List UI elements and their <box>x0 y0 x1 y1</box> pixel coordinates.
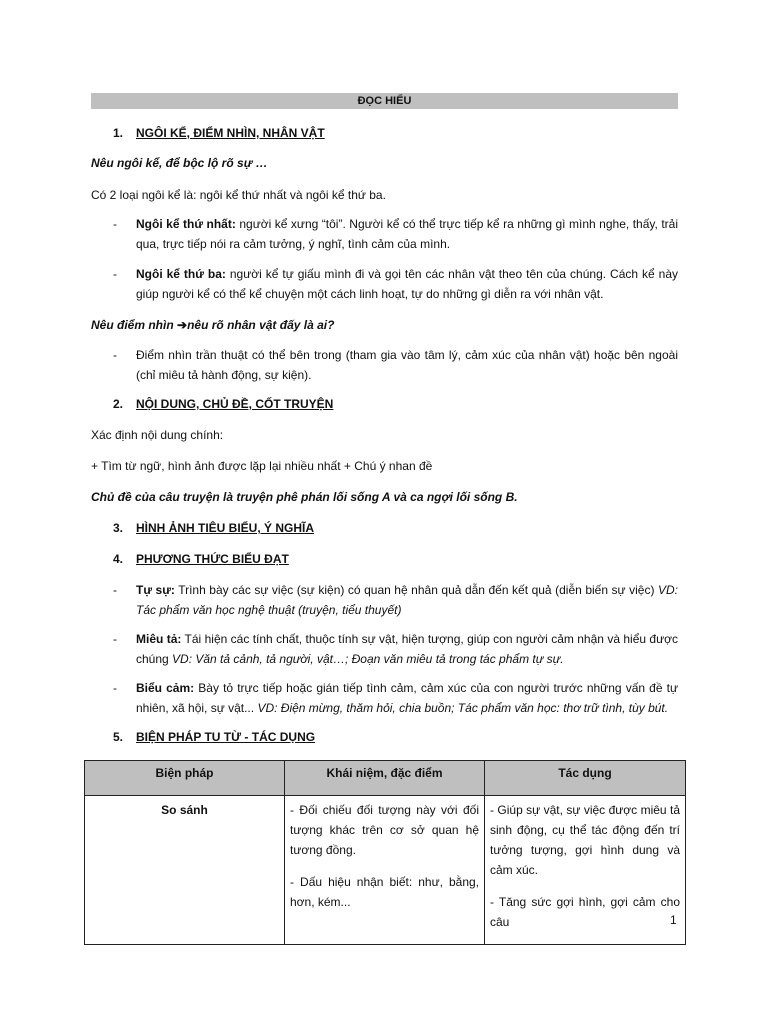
bullet-dash: - <box>113 583 117 597</box>
bullet-third-person <box>113 264 678 304</box>
cell-paragraph: - Dấu hiệu nhận biết: như, bằng, hơn, kém... <box>290 875 479 909</box>
question-2-before: Nêu điểm nhìn <box>91 318 178 332</box>
bullet-term: Ngôi kể thứ nhất: <box>136 217 236 231</box>
paragraph-4: Chủ đề của câu truyện là truyện phê phán lối sống A và ca ngợi lối sống B. <box>91 490 518 504</box>
heading-text: BIỆN PHÁP TU TỪ - TÁC DỤNG <box>136 730 316 744</box>
heading-number: 1. <box>113 126 124 140</box>
bullet-example: VD: Văn tả cảnh, tả người, vật…; Đoạn văn miêu tả trong tác phẩm tự sự. <box>172 652 564 666</box>
arrow-icon: ➔ <box>177 318 188 332</box>
heading-text: NỘI DUNG, CHỦ ĐỀ, CỐT TRUYỆN <box>136 397 334 411</box>
bullet-term: Miêu tả: <box>136 632 182 646</box>
cell-paragraph: - Tăng sức gợi hình, gợi cảm cho câu <box>490 895 680 929</box>
heading-text: HÌNH ẢNH TIÊU BIỂU, Ý NGHĨA <box>136 521 315 535</box>
section-banner: ĐỌC HIỂU <box>91 93 678 109</box>
heading-3 <box>113 518 314 538</box>
cell-paragraph: - Đối chiếu đối tượng này với đối tượng khác trên cơ sở quan hệ tương đồng. <box>290 803 479 857</box>
table-header: Tác dụng <box>485 761 686 796</box>
page-number: 1 <box>670 913 677 927</box>
paragraph-1: Có 2 loại ngôi kể là: ngôi kể thứ nhất và ngôi kể thứ ba. <box>91 188 386 202</box>
heading-1 <box>113 123 325 143</box>
bullet-text: người kể xưng “tôi”. Người kể có thể trực tiếp kể ra những gì mình nghe, thấy, trải qua, trực tiếp nói ra cảm tưởng, ý nghĩ, tình cảm của mình. <box>136 217 678 251</box>
paragraph-2: Xác định nội dung chính: <box>91 428 224 442</box>
bullet-body <box>136 678 678 718</box>
bullet-text: Điểm nhìn trần thuật có thể bên trong (tham gia vào tâm lý, cảm xúc của nhân vật) hoặc bên ngoài (chỉ miêu tả hành động, sự kiện). <box>136 348 678 382</box>
question-1: Nêu ngôi kể, để bộc lộ rõ sự … <box>91 156 268 170</box>
bullet-text: Bày tỏ trực tiếp hoặc gián tiếp tình cảm, cảm xúc của con người trước những vấn đề tự nhiên, xã hội, sự vật... <box>136 681 679 715</box>
table-header: Biện pháp <box>85 761 285 796</box>
rhetoric-table <box>84 760 686 945</box>
bullet-narrative <box>113 580 678 620</box>
heading-number: 5. <box>113 730 124 744</box>
bullet-body <box>136 264 678 304</box>
heading-number: 2. <box>113 397 124 411</box>
bullet-body <box>136 629 678 669</box>
cell-paragraph: - Giúp sự vật, sự việc được miêu tả sinh động, cụ thể tác động đến trí tưởng tượng, gợi hình dung và cảm xúc. <box>490 803 680 877</box>
bullet-text: Tái hiện các tính chất, thuộc tính sự vật, hiện tượng, giúp con người cảm nhận và hiểu được chúng <box>136 632 679 666</box>
table-row <box>85 796 686 945</box>
heading-5 <box>113 727 315 747</box>
bullet-point-of-view <box>113 345 678 385</box>
bullet-example: VD: Tác phẩm văn học nghệ thuật (truyện, tiểu thuyết) <box>136 583 678 617</box>
bullet-dash: - <box>113 681 117 695</box>
bullet-body <box>136 214 678 254</box>
bullet-description <box>113 629 678 669</box>
bullet-text: Trình bày các sự việc (sự kiện) có quan hệ nhân quả dẫn đến kết quả (diễn biến sự việc) <box>174 583 658 597</box>
table-cell-effect <box>485 796 686 945</box>
bullet-term: Ngôi kể thứ ba: <box>136 267 226 281</box>
bullet-dash: - <box>113 217 117 231</box>
bullet-dash: - <box>113 267 117 281</box>
paragraph-3: + Tìm từ ngữ, hình ảnh được lặp lại nhiều nhất + Chú ý nhan đề <box>91 459 433 473</box>
table-cell-term: So sánh <box>85 796 285 945</box>
bullet-term: Biểu cảm: <box>136 681 195 695</box>
bullet-dash: - <box>113 632 117 646</box>
heading-text: PHƯƠNG THỨC BIỂU ĐẠT <box>136 552 289 566</box>
table-header-row <box>85 761 686 796</box>
heading-text: NGÔI KỂ, ĐIỂM NHÌN, NHÂN VẬT <box>136 126 325 140</box>
bullet-example: VD: Điện mừng, thăm hỏi, chia buồn; Tác phẩm văn học: thơ trữ tình, tùy bút. <box>257 701 669 715</box>
question-2 <box>91 315 334 335</box>
bullet-text: người kể tự giấu mình đi và gọi tên các nhân vật theo tên của chúng. Cách kể này giúp người kể có thể kể chuyện một cách linh hoạt, tự do những gì diễn ra với nhân vật. <box>136 267 678 301</box>
table-header: Khái niệm, đặc điểm <box>285 761 485 796</box>
heading-number: 4. <box>113 552 124 566</box>
bullet-dash: - <box>113 348 117 362</box>
bullet-expressive <box>113 678 678 718</box>
heading-number: 3. <box>113 521 124 535</box>
bullet-term: Tự sự: <box>136 583 175 597</box>
question-2-after: nêu rõ nhân vật đấy là ai? <box>187 318 335 332</box>
bullet-body <box>136 580 678 620</box>
heading-2 <box>113 394 333 414</box>
heading-4 <box>113 549 289 569</box>
table-cell-concept <box>285 796 485 945</box>
bullet-first-person <box>113 214 678 254</box>
